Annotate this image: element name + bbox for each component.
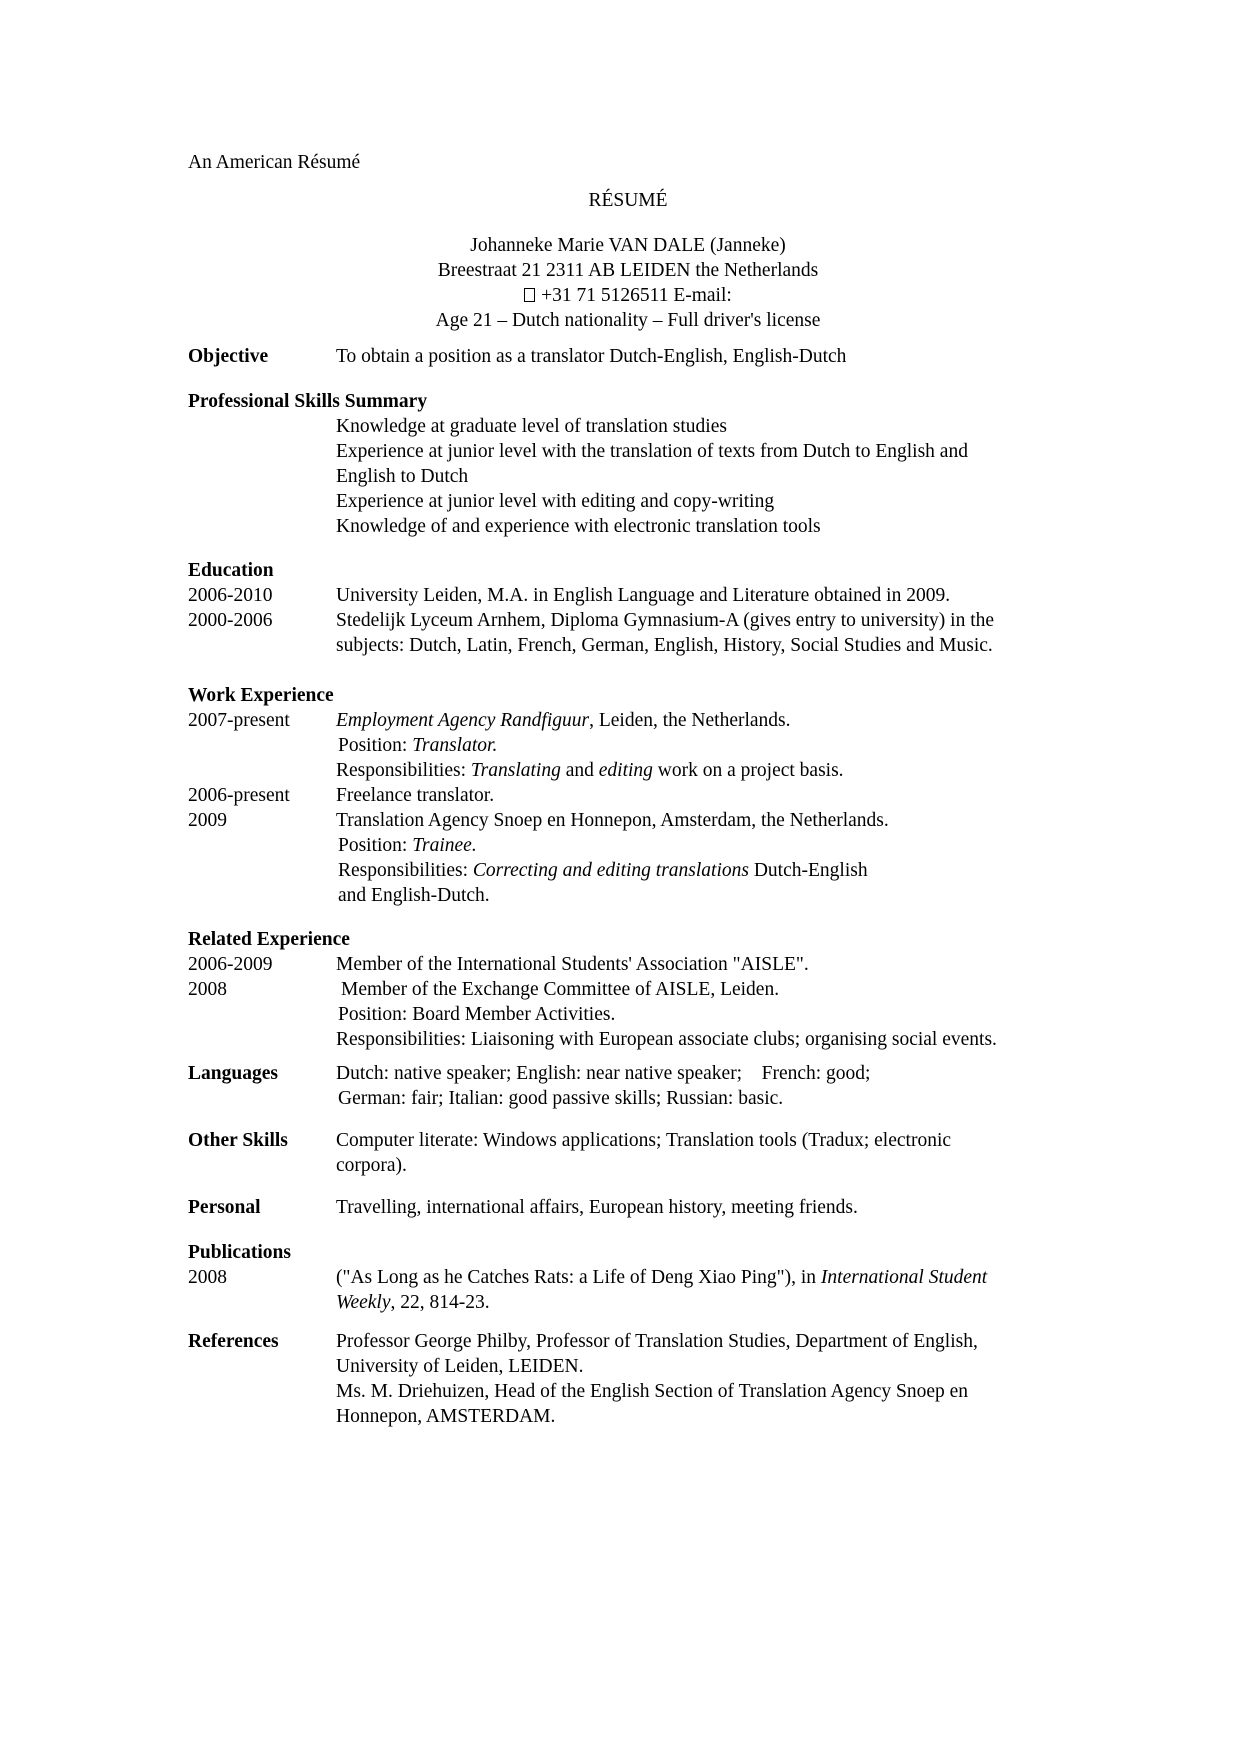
resume-heading: RÉSUMÉ (588, 190, 668, 211)
skills-heading: Professional Skills Summary (188, 391, 428, 412)
reference-line: Ms. M. Driehuizen, Head of the English Section of Translation Agency Snoep en (336, 1381, 969, 1402)
publication-citation: ("As Long as he Catches Rats: a Life of Deng Xiao Ping"), in International Student (336, 1267, 988, 1288)
work-years: 2006-present (188, 785, 290, 806)
work-heading: Work Experience (188, 685, 334, 706)
reference-line: Honnepon, AMSTERDAM. (336, 1406, 556, 1427)
skills-item: Experience at junior level with the translation of texts from Dutch to English and (336, 441, 968, 462)
work-years: 2009 (188, 810, 227, 831)
objective-label: Objective (188, 346, 269, 367)
references-section (188, 1329, 1068, 1429)
skills-item: Experience at junior level with editing and copy-writing (336, 491, 775, 512)
contact-name: Johanneke Marie VAN DALE (Janneke) (470, 235, 786, 256)
other-skills-label: Other Skills (188, 1130, 288, 1151)
objective-section (188, 344, 1068, 369)
contact-details: Age 21 – Dutch nationality – Full driver's license (435, 310, 821, 331)
publication-citation-cont: Weekly, 22, 814-23. (336, 1292, 490, 1313)
personal-section (188, 1195, 1068, 1220)
related-position: Position: Board Member Activities. (338, 1004, 616, 1025)
related-text: Member of the Exchange Committee of AISLE, Leiden. (341, 979, 780, 1000)
reference-line: Professor George Philby, Professor of Translation Studies, Department of English, (336, 1331, 978, 1352)
education-text: Stedelijk Lyceum Arnhem, Diploma Gymnasium-A (gives entry to university) in the (336, 610, 995, 631)
work-section (188, 683, 1068, 908)
other-skills-text: Computer literate: Windows applications; Translation tools (Tradux; electronic (336, 1130, 952, 1151)
education-section (188, 558, 1068, 658)
work-position: Position: Translator. (338, 735, 498, 756)
work-responsibilities: Responsibilities: Correcting and editing translations Dutch-English (338, 860, 868, 881)
work-responsibilities: Responsibilities: Translating and editing work on a project basis. (336, 760, 844, 781)
skills-item: Knowledge at graduate level of translation studies (336, 416, 727, 437)
publications-heading: Publications (188, 1242, 291, 1263)
document-label: An American Résumé (188, 152, 361, 173)
education-years: 2000-2006 (188, 610, 273, 631)
related-section (188, 927, 1068, 1052)
phone-email-text: +31 71 5126511 E-mail: (541, 285, 732, 306)
work-years: 2007-present (188, 710, 290, 731)
personal-text: Travelling, international affairs, European history, meeting friends. (336, 1197, 858, 1218)
education-text: subjects: Dutch, Latin, French, German, English, History, Social Studies and Music. (336, 635, 993, 656)
publications-section (188, 1240, 1068, 1315)
skills-section (188, 389, 1068, 539)
contact-phone-email (188, 283, 1068, 308)
title-block (188, 188, 1068, 333)
education-heading: Education (188, 560, 274, 581)
related-heading: Related Experience (188, 929, 350, 950)
other-skills-section (188, 1128, 1068, 1178)
languages-label: Languages (188, 1063, 278, 1084)
languages-text: Dutch: native speaker; English: near native speaker; French: good; (336, 1063, 871, 1084)
other-skills-text: corpora). (336, 1155, 407, 1176)
skills-item: English to Dutch (336, 466, 469, 487)
related-text: Member of the International Students' Association "AISLE". (336, 954, 809, 975)
references-label: References (188, 1331, 279, 1352)
resume-page (188, 150, 1068, 1427)
work-employer: Freelance translator. (336, 785, 495, 806)
work-responsibilities-cont: and English-Dutch. (338, 885, 490, 906)
personal-label: Personal (188, 1197, 261, 1218)
objective-text: To obtain a position as a translator Dutch-English, English-Dutch (336, 346, 847, 367)
publications-year: 2008 (188, 1267, 227, 1288)
skills-item: Knowledge of and experience with electronic translation tools (336, 516, 821, 537)
education-text: University Leiden, M.A. in English Language and Literature obtained in 2009. (336, 585, 951, 606)
work-position: Position: Trainee. (338, 835, 477, 856)
work-employer: Employment Agency Randfiguur, Leiden, the Netherlands. (336, 710, 791, 731)
work-employer: Translation Agency Snoep en Honnepon, Amsterdam, the Netherlands. (336, 810, 889, 831)
related-responsibilities: Responsibilities: Liaisoning with European associate clubs; organising social events. (336, 1029, 997, 1050)
contact-address: Breestraat 21 2311 AB LEIDEN the Netherlands (437, 260, 819, 281)
languages-section (188, 1061, 1068, 1111)
related-years: 2006-2009 (188, 954, 273, 975)
reference-line: University of Leiden, LEIDEN. (336, 1356, 584, 1377)
related-years: 2008 (188, 979, 227, 1000)
phone-icon (524, 288, 535, 302)
education-years: 2006-2010 (188, 585, 273, 606)
languages-text: German: fair; Italian: good passive skills; Russian: basic. (338, 1088, 784, 1109)
